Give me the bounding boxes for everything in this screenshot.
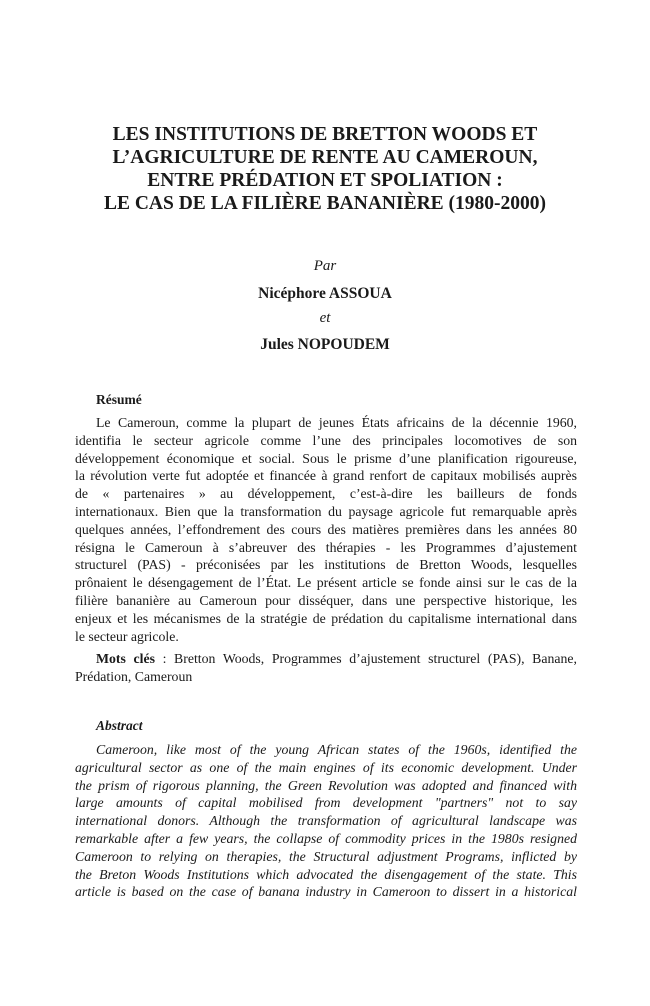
author-name: Jules NOPOUDEM xyxy=(260,336,390,353)
keywords-line: Prédation, Cameroun xyxy=(75,668,193,684)
text-line: the Breton Woods Institutions which advocated the disengagement of the state. This xyxy=(75,866,577,882)
text-line: agricultural sector as one of the main engines of its economic development. Under xyxy=(75,759,577,775)
text-line: remarkable after a few years, the collapse of commodity prices in the 1980s resigned xyxy=(75,830,577,846)
text-line: la révolution verte fut adoptée et financée à grand renfort de capitaux mobilisés auprès xyxy=(75,468,577,484)
keywords-label: Mots clés xyxy=(96,651,155,666)
byline-par: Par xyxy=(313,258,337,274)
text-line: identifia le secteur agricole comme l’une des principales locomotives de son xyxy=(75,432,577,448)
title-line: LES INSTITUTIONS DE BRETTON WOODS ET xyxy=(112,124,538,145)
author-name: Nicéphore ASSOUA xyxy=(258,285,392,302)
text-line: the prism of rigorous planning, the Green Revolution was adopted and financed with xyxy=(75,777,577,793)
keywords-list: : Bretton Woods, Programmes d’ajustement structurel (PAS), Banane, xyxy=(154,651,577,666)
text-line: quelques années, l’effondrement des cours des matières premières dans les années 80 xyxy=(75,521,577,537)
text-line: développement économique et social. Sous le prisme d’une planification rigoureuse, xyxy=(75,450,577,466)
text-line: international donors. Although the transformation of agricultural landscape was xyxy=(75,813,577,829)
abstract-heading: Abstract xyxy=(96,718,143,733)
text-line: large amounts of capital mobilised from development "partners" not to say xyxy=(75,795,577,811)
text-line: résigna le Cameroun à s’abreuver des thérapies - les Programmes d’ajustement xyxy=(75,539,577,555)
text-line: internationaux. Bien que la transformation du paysage agricole fut remarquable après xyxy=(75,503,577,519)
title-line: ENTRE PRÉDATION ET SPOLIATION : xyxy=(147,170,503,191)
text-line: article is based on the case of banana industry in Cameroon to dissert in a historical xyxy=(75,884,577,900)
text-line: enjeux et les mécanismes de la stratégie de prédation du capitalisme international dans xyxy=(75,610,577,626)
byline-et: et xyxy=(319,310,331,326)
text-line: Le Cameroun, comme la plupart de jeunes États africains de la décennie 1960, xyxy=(96,415,577,430)
text-line: filière bananière au Cameroun pour disséquer, dans une perspective historique, les xyxy=(75,592,577,608)
text-line: le secteur agricole. xyxy=(75,628,179,644)
resume-paragraph xyxy=(75,414,577,645)
keywords-line xyxy=(75,650,577,668)
title-line: L’AGRICULTURE DE RENTE AU CAMEROUN, xyxy=(112,147,538,168)
text-line: structurel (PAS) - préconisées par les institutions de Bretton Woods, lesquelles xyxy=(75,557,577,573)
text-line: Cameroon to relying on therapies, the Structural adjustment Programs, inflicted by xyxy=(75,848,577,864)
keywords-paragraph xyxy=(75,650,577,686)
abstract-paragraph xyxy=(75,741,577,901)
text-line: de « partenaires » au développement, c’est-à-dire les bailleurs de fonds xyxy=(75,486,577,502)
title-line: LE CAS DE LA FILIÈRE BANANIÈRE (1980-2000) xyxy=(103,193,547,214)
resume-heading: Résumé xyxy=(96,392,142,407)
article-title xyxy=(40,123,610,215)
text-line: prônaient le désengagement de l’État. Le présent article se fonde ainsi sur le cas de la xyxy=(75,575,577,591)
text-line: Cameroon, like most of the young African states of the 1960s, identified the xyxy=(96,742,577,757)
